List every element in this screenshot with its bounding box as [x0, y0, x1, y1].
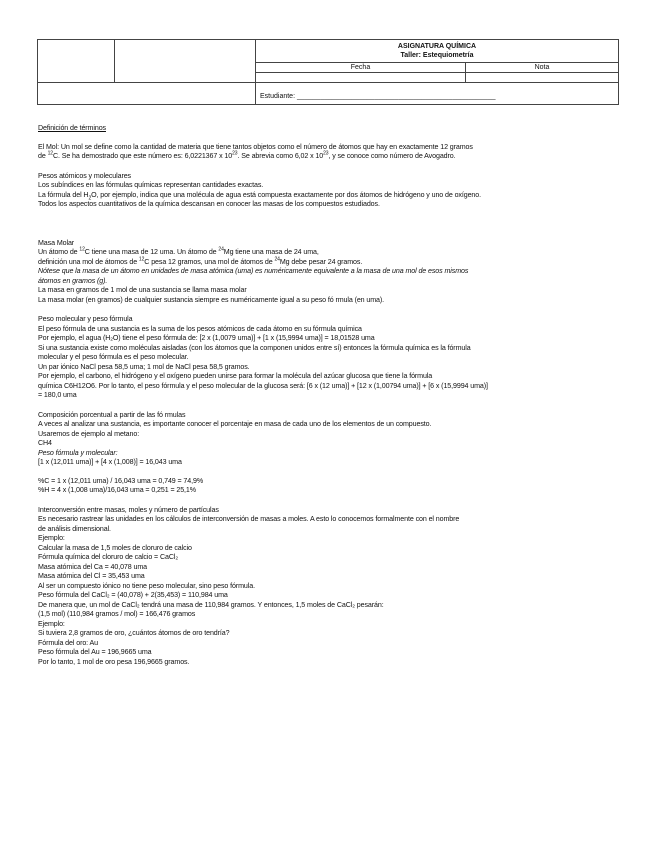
- paragraph-line: Masa atómica del Cl = 35,453 uma: [38, 572, 145, 580]
- paragraph-line: Usaremos de ejemplo al metano:: [38, 429, 140, 438]
- paragraph-line: A veces al analizar una sustancia, es importante conocer el porcentaje en masa de cada uno de los elementos de un compuesto.: [38, 420, 432, 428]
- section-heading-molar: Masa Molar: [38, 238, 75, 247]
- paragraph-line: %C = 1 x (12,011 uma) / 16,043 uma = 0,749 = 74,9%: [38, 476, 204, 485]
- section-heading-definitions: Definición de términos: [38, 124, 106, 132]
- paragraph-line: Si una sustancia existe como moléculas aisladas (con los átomos que la componen unidos entre sí) entonces la fórmula química es la fórmula: [38, 343, 471, 352]
- document-body: [38, 124, 618, 667]
- mol-definition-line: El Mol: Un mol se define como la cantidad de materia que tiene tantos objetos como el número de átomos que hay en exactamente 12 gramos: [38, 142, 473, 151]
- date-cell: [256, 73, 466, 83]
- paragraph-line: química C6H12O6. Por lo tanto, el peso fórmula y el peso molecular de la glucosa será: [6 x (12 uma)] + [12 x (1,00794 uma)] + [6 x (15,9994 uma)]: [38, 381, 488, 390]
- paragraph-line: Es necesario rastrear las unidades en los cálculos de interconversión de masas a moles. A esto lo conocemos formalmente con el nombre: [38, 515, 460, 523]
- paragraph-line: CH4: [38, 439, 52, 447]
- note-line: átomos en gramos (g).: [38, 276, 108, 285]
- paragraph-line: %H = 4 x (1,008 uma)/16,043 uma = 0,251 = 25,1%: [38, 486, 196, 494]
- paragraph-line: (1,5 mol) (110,984 gramos / mol) = 166,476 gramos: [38, 610, 196, 618]
- student-label: Estudiante: ___________________________________________________: [260, 93, 496, 100]
- paragraph-line: Fórmula química del cloruro de calcio = CaCl₂: [38, 553, 178, 561]
- paragraph-line: Peso fórmula y molecular:: [38, 448, 118, 457]
- mol-definition-line: de $^{12}$C. Se ha demostrado que este número es: 6,0221367 x $10^{23}$. Se abrevia como 6,02 x $10^{23}$, y se conoce como número de Avogadro.: [38, 150, 456, 160]
- header-table: [37, 39, 619, 105]
- paragraph-line: definición una mol de átomos de $^{12}$C pesa 12 gramos, una mol de átomos de $^{24}$Mg debe pesar 24 gramos.: [38, 256, 363, 266]
- workshop-title: Taller: Estequiometría: [400, 52, 474, 59]
- paragraph-line: Todos los aspectos cuantitativos de la química descansan en conocer las masas de los compuestos estudiados.: [38, 200, 380, 208]
- paragraph-line: El peso fórmula de una sustancia es la suma de los pesos atómicos de cada átomo en su fórmula química: [38, 324, 362, 333]
- grade-header: Nota: [466, 63, 619, 73]
- date-header: Fecha: [256, 63, 466, 73]
- paragraph-line: La fórmula del $H_2O$, por ejemplo, indica que una molécula de agua está compuesta exactamente por dos átomos de hidrógeno y uno de oxígeno.: [38, 190, 481, 201]
- section-heading-conversion: Interconversión entre masas, moles y número de partículas: [38, 505, 219, 514]
- course-title: [256, 40, 619, 63]
- paragraph-line: Por ejemplo, el carbono, el hidrógeno y el oxígeno pueden unirse para formar la molécula del azúcar glucosa que tiene la fórmula: [38, 372, 433, 380]
- paragraph-line: Masa atómica del Ca = 40,078 uma: [38, 562, 147, 571]
- paragraph-line: Los subíndices en las fórmulas químicas representan cantidades exactas.: [38, 181, 264, 189]
- logo-cell: [38, 40, 115, 83]
- paragraph-line: Un par iónico NaCl pesa 58,5 uma; 1 mol de NaCl pesa 58,5 gramos.: [38, 362, 250, 371]
- paragraph-line: molecular y el peso fórmula es el peso molecular.: [38, 353, 189, 361]
- paragraph-line: Ejemplo:: [38, 534, 65, 542]
- institution-cell: [115, 40, 256, 83]
- note-line: Nótese que la masa de un átomo en unidades de masa atómica (uma) es numéricamente equivalente a la masa de una mol de esos mismos: [38, 267, 469, 275]
- blank-cell: [38, 83, 256, 105]
- paragraph-line: La masa en gramos de 1 mol de una sustancia se llama masa molar: [38, 286, 247, 294]
- paragraph-line: Peso fórmula del Au = 196,9665 uma: [38, 648, 152, 656]
- section-heading-weights: Pesos atómicos y moleculares: [38, 171, 132, 180]
- paragraph-line: Un átomo de $^{12}$C tiene una masa de 12 uma. Un átomo de $^{24}$Mg tiene una masa de 24 uma,: [38, 246, 319, 256]
- paragraph-line: de análisis dimensional.: [38, 524, 111, 533]
- paragraph-line: Por lo tanto, 1 mol de oro pesa 196,9665 gramos.: [38, 657, 190, 666]
- paragraph-line: Calcular la masa de 1,5 moles de cloruro de calcio: [38, 543, 192, 552]
- course-title-text: ASIGNATURA QUÍMICA: [397, 43, 477, 50]
- student-cell: [256, 83, 619, 105]
- section-heading-formula: Peso molecular y peso fórmula: [38, 315, 133, 323]
- section-heading-percent: Composición porcentual a partir de las fó rmulas: [38, 410, 186, 419]
- paragraph-line: Fórmula del oro: Au: [38, 638, 99, 647]
- grade-cell: [466, 73, 619, 83]
- paragraph-line: [1 x (12,011 uma)] + [4 x (1,008)] = 16,043 uma: [38, 458, 182, 466]
- paragraph-line: Ejemplo:: [38, 619, 65, 628]
- paragraph-line: Por ejemplo, el agua (H₂O) tiene el peso fórmula de: [2 x (1,0079 uma)] + [1 x (15,9994 uma)] = 18,01528 uma: [38, 334, 375, 342]
- paragraph-line: Peso fórmula del CaCl₂ = (40,078) + 2(35,453) = 110,984 uma: [38, 591, 228, 599]
- paragraph-line: La masa molar (en gramos) de cualquier sustancia siempre es numéricamente igual a su peso fó rmula (en uma).: [38, 295, 385, 304]
- paragraph-line: = 180,0 uma: [38, 391, 77, 399]
- paragraph-line: De manera que, un mol de CaCl₂ tendrá una masa de 110,984 gramos. Y entonces, 1,5 moles de CaCl₂ pesarán:: [38, 600, 384, 609]
- paragraph-line: Si tuviera 2,8 gramos de oro, ¿cuántos átomos de oro tendría?: [38, 629, 230, 637]
- paragraph-line: Al ser un compuesto iónico no tiene peso molecular, sino peso fórmula.: [38, 581, 255, 590]
